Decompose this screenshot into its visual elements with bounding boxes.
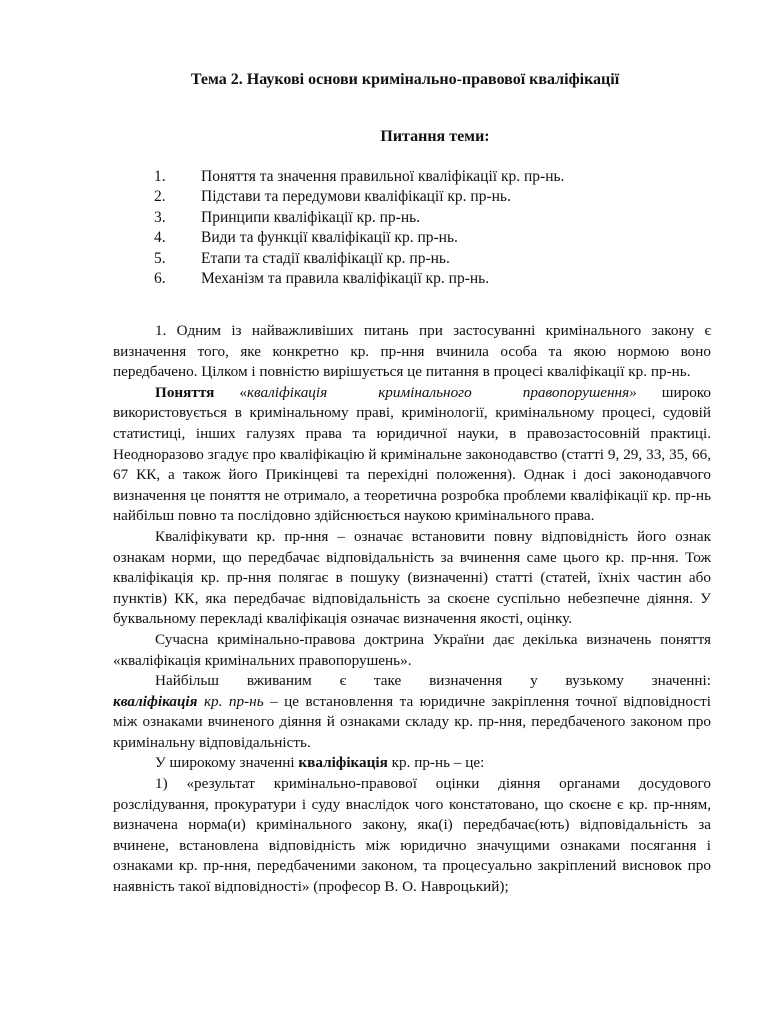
questions-heading: Питання теми: — [380, 128, 490, 145]
question-text: Поняття та значення правильної кваліфікації кр. пр-нь. — [201, 168, 565, 185]
question-number: 6. — [154, 270, 166, 288]
quoted-term: кваліфікація кримінального правопорушення» — [246, 383, 637, 401]
question-number: 2. — [154, 188, 166, 206]
question-number: 1. — [154, 168, 166, 185]
question-number: 4. — [154, 229, 166, 247]
term-qualification: кваліфікація — [113, 692, 198, 710]
question-number: 3. — [154, 208, 166, 226]
document-title: Тема 2. Наукові основи кримінально-правової кваліфікації — [190, 71, 620, 88]
question-text: Підстави та передумови кваліфікації кр. пр-нь. — [201, 188, 511, 206]
question-text: Принципи кваліфікації кр. пр-нь. — [201, 208, 421, 226]
question-text: Види та функції кваліфікації кр. пр-нь. — [201, 229, 458, 247]
paragraph-4: Сучасна кримінально-правова доктрина України дає декілька визначень поняття «кваліфікація кримінальних правопорушень». — [113, 630, 711, 669]
question-item — [154, 187, 714, 207]
question-item — [154, 269, 714, 289]
term-qualification-wide: кваліфікація — [298, 754, 388, 772]
questions-list — [154, 167, 714, 289]
document-body — [113, 321, 711, 898]
question-text: Механізм та правила кваліфікації кр. пр-нь. — [201, 270, 490, 288]
question-number: 5. — [154, 249, 166, 267]
paragraph-1: 1. Одним із найважливіших питань при застосуванні кримінального закону є визначення того, яке конкретно кр. пр-ння вчинила особа та якою нормою воно передбачено. Цілком і повністю вирішується це питання в процесі кваліфікації кр. пр-нь. — [113, 322, 711, 381]
question-item — [154, 249, 714, 269]
question-item — [154, 167, 714, 187]
paragraph-2: Поняття «кваліфікація кримінального правопорушення» широко використовується в кримінальному праві, кримінології, кримінальному процесі, судовій статистиці, інших галузях права та юридичної науки, в правозастосовній практиці. Неодноразово згадує про кваліфікацію й кримінальне законодавство (статті 9, 29, 33, 35, 66, 67 КК, а також його Прикінцеві та перехідні положення). Однак і досі законодавчого визначення це поняття не отримало, а теоретична розробка проблеми кваліфікації кр. пр-нь найбільш повно та послідовно здійснюється наукою кримінального права. — [113, 383, 711, 525]
paragraph-7: 1) «результат кримінально-правової оцінки діяння органами досудового розслідування, прокуратури і суду внаслідок чого констатовано, що скоєне є кр. пр-нням, визначена норма(и) кримінального закону, яка(і) передбачає(ють) відповідальність за вчинене, встановлена відповідність між юридично значущими ознаками посягання і ознаками кр. пр-ння, передбаченими законом, та процесуально закріплений висновок про наявність такої відповідності» (професор В. О. Навроцький); — [113, 775, 711, 896]
question-item — [154, 228, 714, 248]
question-text: Етапи та стадії кваліфікації кр. пр-нь. — [201, 249, 450, 267]
paragraph-5: Найбільш вживаним є таке визначення у вузькому значенні: кваліфікація кр. пр-нь – це встановлення та юридичне закріплення точної відповідності між ознаками вчиненого діяння й ознаками складу кр. пр-ння, передбаченого законом про кримінальну відповідальність. — [113, 672, 711, 751]
paragraph-6: У широкому значенні кваліфікація кр. пр-нь – це: — [155, 754, 485, 772]
term-concept: Поняття — [155, 383, 215, 401]
question-item — [154, 208, 714, 228]
paragraph-3: Кваліфікувати кр. пр-ння – означає встановити повну відповідність його ознак ознакам норми, що передбачає відповідальність за вчинення саме цього кр. пр-ння. Тож кваліфікація кр. пр-ння полягає в пошуку (визначенні) статті (статей, їхніх частин або пунктів) КК, яка передбачає відповідальність за скоєне суспільно небезпечне діяння. У буквальному перекладі кваліфікація означає визначення якості, оцінку. — [113, 527, 711, 628]
